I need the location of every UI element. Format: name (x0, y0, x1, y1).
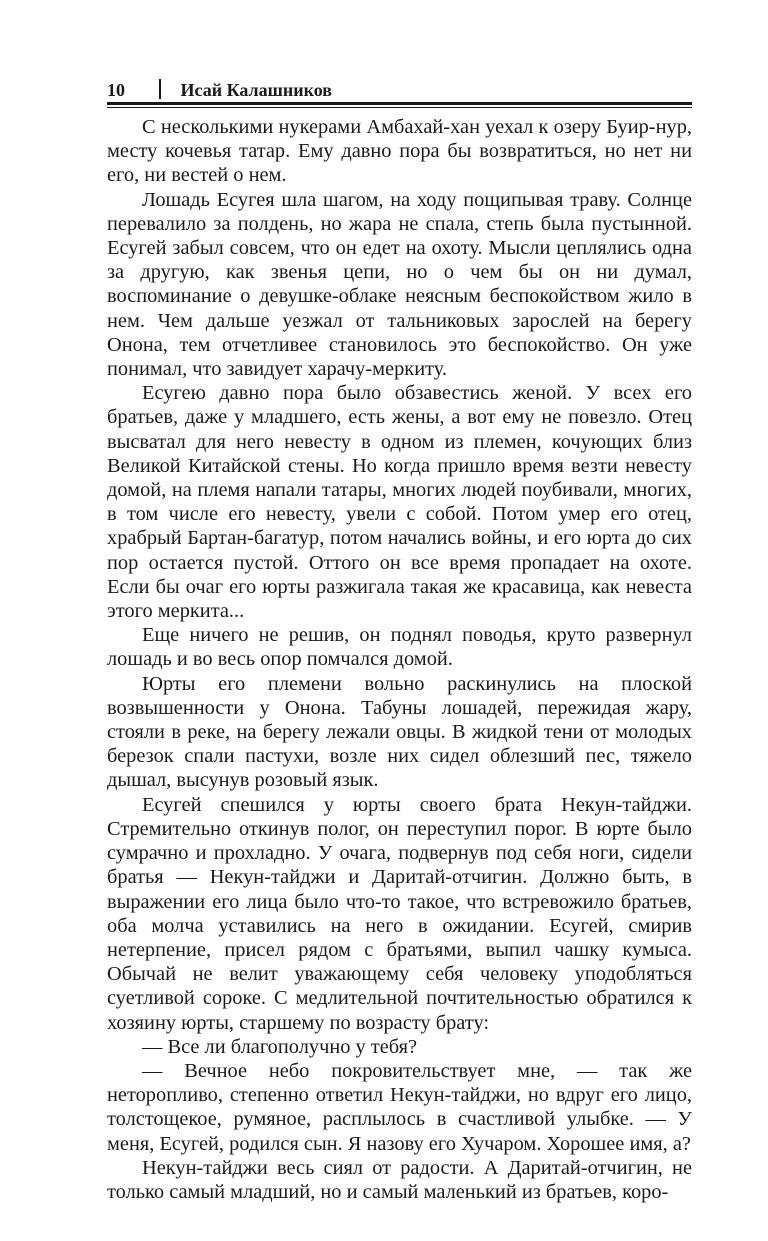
book-page (107, 72, 692, 1204)
paragraph: Лошадь Есугея шла шагом, на ходу пощипывая траву. Солнце перевалило за полдень, но жара не спала, степь была пустынной. Есугей забыл совсем, что он едет на охоту. Мысли цеплялись одна за другую, как звенья цепи, но о чем бы он ни думал, воспоминание о девушке-облаке неясным беспокойством жило в нем. Чем дальше уезжал от тальниковых зарослей на берегу Онона, тем отчетливее становилось это беспокойство. Он уже понимал, что завидует харачу-меркиту. (107, 188, 692, 381)
paragraph: С несколькими нукерами Амбахай-хан уехал к озеру Буир-нур, месту кочевья татар. Ему давно пора бы возвратиться, но нет ни его, ни вестей о нем. (107, 116, 692, 187)
paragraph: Некун-тайджи весь сиял от радости. А Даритай-отчигин, не только самый младший, но и самый маленький из братьев, коро- (107, 1156, 692, 1203)
paragraph: Еще ничего не решив, он поднял поводья, круто развернул лошадь и во весь опор помчался домой. (107, 624, 692, 671)
paragraph: Есугею давно пора было обзавестись женой. У всех его братьев, даже у младшего, есть жены, а вот ему не повезло. Отец высватал для него невесту в одном из племен, кочующих близ Великой Китайской стены. Но когда пришло время везти невесту домой, на племя напали татары, многих людей поубивали, многих, в том числе его невесту, увели с собой. Потом умер его отец, храбрый Бартан-багатур, потом начались войны, и его юрта до сих пор остается пустой. Оттого он все время пропадает на охоте. Если бы очаг его юрты разжигала такая же красавица, как невеста этого меркита... (107, 382, 692, 623)
page-number: 10 (107, 80, 125, 100)
dialogue-line: — Вечное небо покровительствует мне, — так же неторопливо, степенно ответил Некун-тайджи, но вдруг его лицо, толстощекое, румяное, расплылось в счастливой улыбке. — У меня, Есугей, родился сын. Я назову его Хучаром. Хорошее имя, а? (107, 1059, 692, 1155)
author-name: Исай Калашников (180, 80, 332, 100)
paragraph: Юрты его племени вольно раскинулись на плоской возвышенности у Онона. Табуны лошадей, пережидая жару, стояли в реке, на берегу лежали овцы. В жидкой тени от молодых березок спали пастухи, возле них сидел облезший пес, тяжело дышал, высунув розовый язык. (107, 672, 692, 792)
paragraph: Есугей спешился у юрты своего брата Некун-тайджи. Стремительно откинув полог, он переступил порог. В юрте было сумрачно и прохладно. У очага, подвернув под себя ноги, сидели братья — Некун-тайджи и Даритай-отчигин. Должно быть, в выражении его лица было что-то такое, что встревожило братьев, оба молча уставились на него в ожидании. Есугей, смирив нетерпение, присел рядом с братьями, выпил чашку кумыса. Обычай не велит уважающему себя человеку уподобляться суетливой сороке. С медлительной почтительностью обратился к хозяину юрты, старшему по возрасту брату: (107, 793, 692, 1034)
dialogue-line: — Все ли благополучно у тебя? (142, 1035, 418, 1058)
header-rule-thick (107, 102, 692, 105)
body-text (107, 115, 692, 1204)
header-separator (159, 79, 161, 99)
running-head (107, 72, 692, 100)
header-rule-thin (107, 107, 692, 108)
